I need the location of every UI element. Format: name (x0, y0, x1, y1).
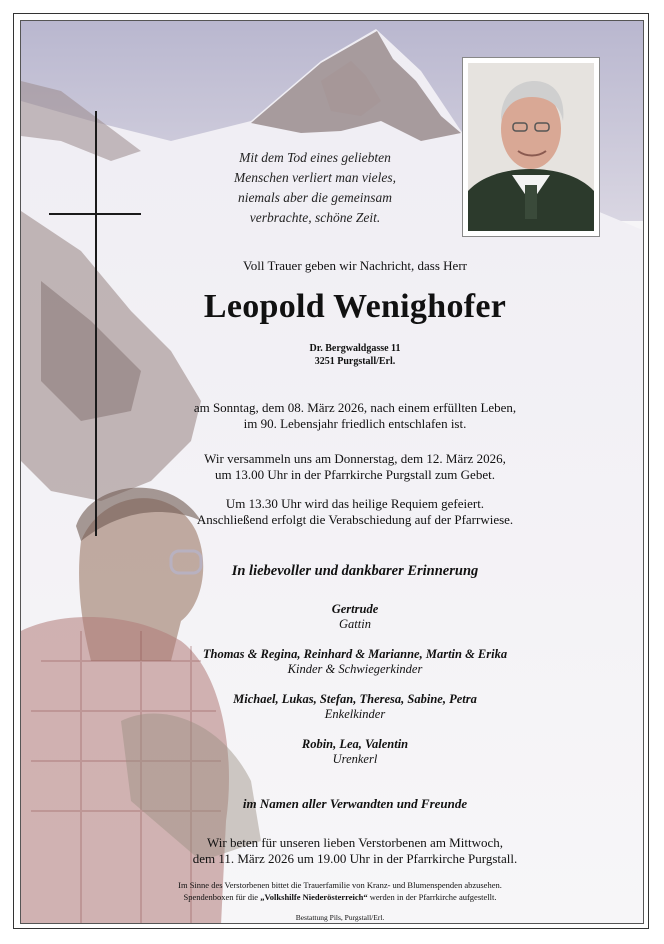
relatives-line: im Namen aller Verwandten und Freunde (242, 796, 468, 811)
family-group (120, 737, 590, 767)
death-announcement (120, 400, 590, 432)
address-city: 3251 Purgstall/Erl. (314, 356, 396, 367)
family-relation: Enkelkinder (324, 707, 386, 721)
donation-notice (60, 879, 620, 903)
family-group (120, 647, 590, 677)
text-line: im 90. Lebensjahr friedlich entschlafen ist. (243, 416, 467, 431)
cross-icon-horizontal (49, 213, 141, 215)
family-relation: Urenkerl (332, 752, 378, 766)
remembrance-heading: In liebevoller und dankbarer Erinnerung (231, 563, 479, 579)
donation-suffix: werden in der Pfarrkirche aufgestellt. (367, 892, 497, 902)
text-line: am Sonntag, dem 08. März 2026, nach einem erfüllten Leben, (193, 400, 517, 415)
prayer-gathering (120, 451, 590, 483)
prayer-notice (120, 835, 590, 867)
family-names: Michael, Lukas, Stefan, Theresa, Sabine, Petra (233, 692, 477, 706)
charity-name: „Volkshilfe Niederösterreich“ (260, 892, 368, 902)
address-block (120, 342, 590, 368)
text-line: um 13.00 Uhr in der Pfarrkirche Purgstall zum Gebet. (215, 467, 495, 482)
text-line: Wir versammeln uns am Donnerstag, dem 12. März 2026, (204, 451, 506, 466)
portrait-photo (462, 57, 600, 237)
cross-icon-vertical (95, 111, 97, 536)
family-names: Gertrude (331, 602, 379, 616)
family-group (120, 602, 590, 632)
memorial-quote (230, 148, 400, 228)
family-relation: Kinder & Schwiegerkinder (287, 662, 423, 676)
donation-prefix: Spendenboxen für die (183, 892, 261, 902)
quote-line: Mit dem Tod eines geliebten (239, 150, 391, 165)
portrait-image (468, 63, 594, 231)
text-line: Anschließend erfolgt die Verabschiedung auf der Pfarrwiese. (196, 512, 514, 527)
family-names: Thomas & Regina, Reinhard & Marianne, Martin & Erika (202, 647, 508, 661)
text-line: Um 13.30 Uhr wird das heilige Requiem gefeiert. (225, 496, 485, 511)
quote-line: Menschen verliert man vieles, (234, 170, 396, 185)
quote-line: verbrachte, schöne Zeit. (249, 210, 381, 225)
quote-line: niemals aber die gemeinsam (237, 190, 393, 205)
family-relation: Gattin (339, 617, 371, 631)
requiem-info (120, 496, 590, 528)
undertaker-credit: Bestattung Pils, Purgstall/Erl. (295, 913, 385, 922)
donation-line (60, 891, 620, 903)
intro-text: Voll Trauer geben wir Nachricht, dass Herr (243, 258, 467, 273)
text-line: dem 11. März 2026 um 19.00 Uhr in der Pfarrkirche Purgstall. (192, 851, 518, 866)
family-names: Robin, Lea, Valentin (301, 737, 409, 751)
deceased-name: Leopold Wenighofer (203, 288, 507, 325)
family-group (120, 692, 590, 722)
donation-line: Im Sinne des Verstorbenen bittet die Trauerfamilie von Kranz- und Blumenspenden abzusehen. (178, 880, 502, 890)
text-line: Wir beten für unseren lieben Verstorbenen am Mittwoch, (207, 835, 503, 850)
address-street: Dr. Bergwaldgasse 11 (309, 343, 401, 354)
